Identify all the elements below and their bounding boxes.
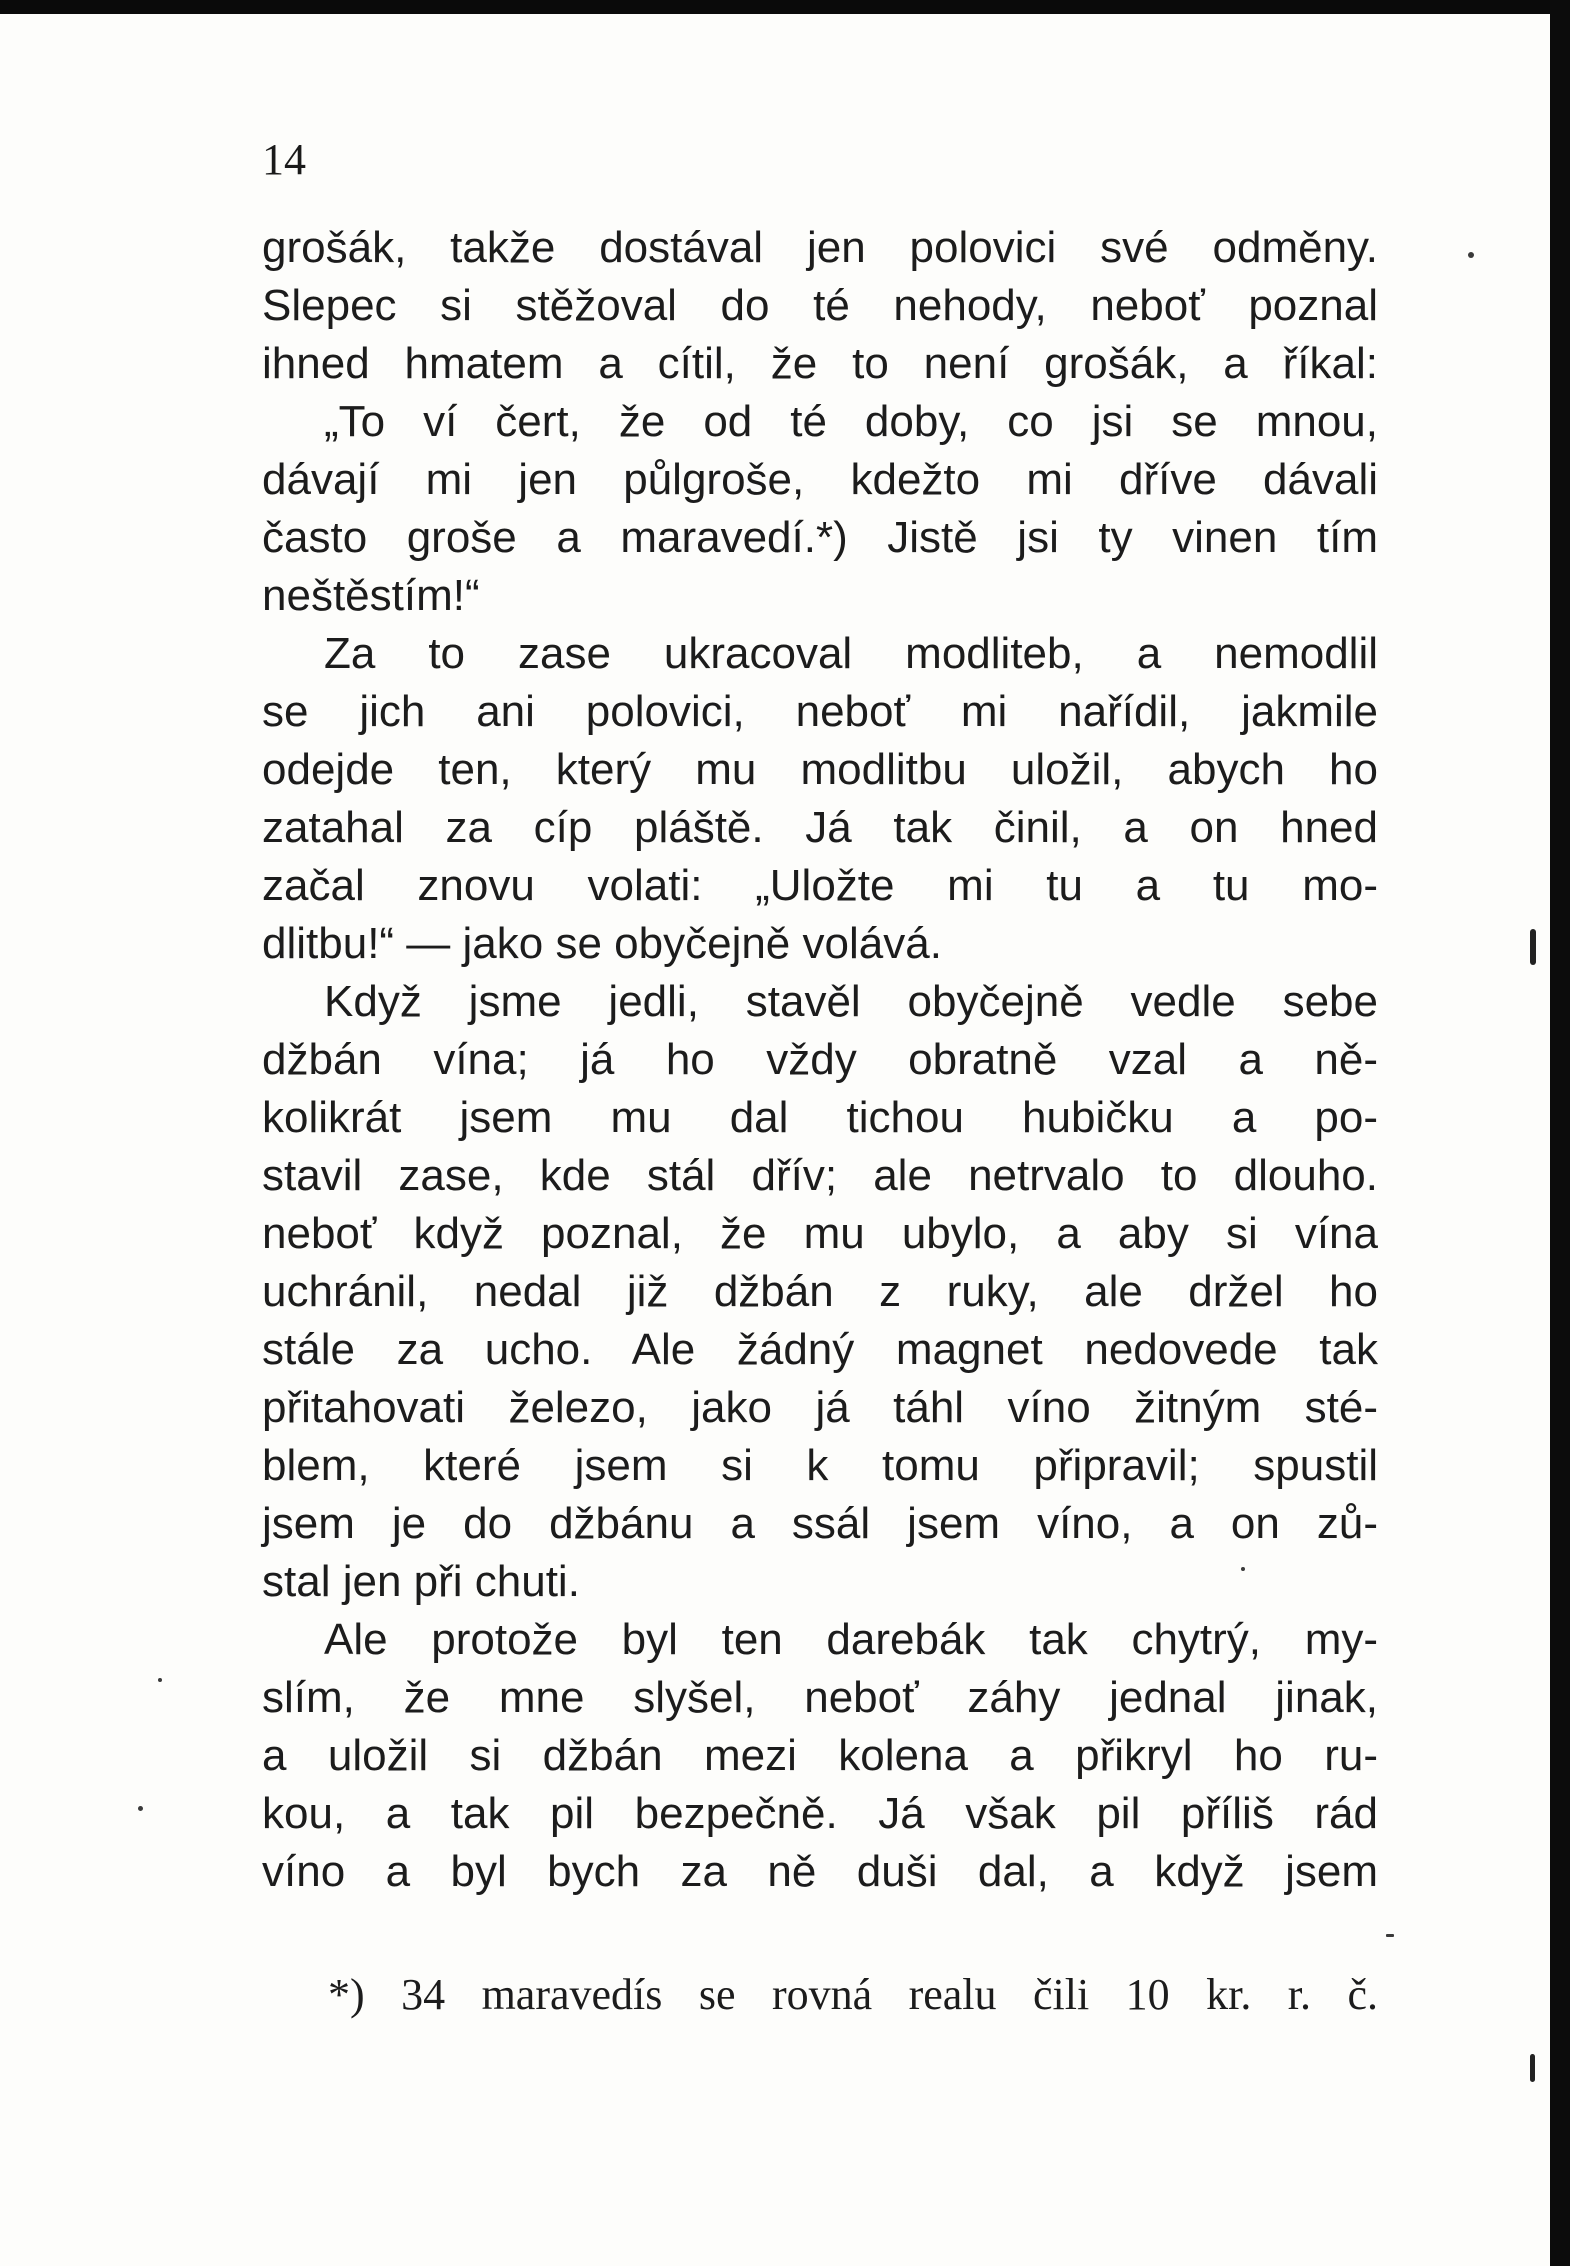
text-line: začal znovu volati: „Uložte mi tu a tu mo- [262,861,1378,910]
text-line: kou, a tak pil bezpečně. Já však pil příliš rád [262,1789,1378,1838]
text-line: grošák, takže dostával jen polovici své odměny. [262,223,1378,272]
text-line: a uložil si džbán mezi kolena a přikryl ho ru- [262,1731,1378,1780]
scan-border [1550,0,1570,2266]
scan-speck [1241,1567,1245,1571]
page-number: 14 [262,135,306,184]
footnote: *) 34 maravedís se rovná realu čili 10 kr. r. č. [328,1970,1378,2019]
text-line: ihned hmatem a cítil, že to není grošák, a říkal: [262,339,1378,388]
text-line: se jich ani polovici, neboť mi nařídil, jakmile [262,687,1378,736]
text-line: Za to zase ukracoval modliteb, a nemodlil [324,629,1378,678]
scan-speck [1468,252,1474,258]
text-line: „To ví čert, že od té doby, co jsi se mnou, [324,397,1378,446]
text-line: Když jsme jedli, stavěl obyčejně vedle sebe [324,977,1378,1026]
text-line: stavil zase, kde stál dřív; ale netrvalo to dlouho. [262,1151,1378,1200]
text-line: slím, že mne slyšel, neboť záhy jednal jinak, [262,1673,1378,1722]
text-line: zatahal za cíp pláště. Já tak činil, a on hned [262,803,1378,852]
text-line: džbán vína; já ho vždy obratně vzal a ně- [262,1035,1378,1084]
text-line: stále za ucho. Ale žádný magnet nedovede tak [262,1325,1378,1374]
text-line: dlitbu!“ — jako se obyčejně volává. [262,919,942,968]
scan-speck [158,1678,162,1682]
text-line: uchránil, nedal již džbán z ruky, ale držel ho [262,1267,1378,1316]
text-line: odejde ten, který mu modlitbu uložil, abych ho [262,745,1378,794]
text-line: přitahovati železo, jako já táhl víno žitným sté- [262,1383,1378,1432]
text-line: blem, které jsem si k tomu připravil; spustil [262,1441,1378,1490]
book-page [0,14,1550,2266]
scan-speck [1386,1934,1394,1937]
text-line: často groše a maravedí.*) Jistě jsi ty vinen tím [262,513,1378,562]
text-line: dávají mi jen půlgroše, kdežto mi dříve dávali [262,455,1378,504]
scan-speck [138,1806,143,1811]
text-line: Ale protože byl ten darebák tak chytrý, my- [324,1615,1378,1664]
scan-speck [1530,929,1536,965]
text-line: neboť když poznal, že mu ubylo, a aby si vína [262,1209,1378,1258]
text-line: jsem je do džbánu a ssál jsem víno, a on zů- [262,1499,1378,1548]
text-line: stal jen při chuti. [262,1557,580,1606]
body-text [262,219,1378,1901]
text-line: víno a byl bych za ně duši dal, a když jsem [262,1847,1378,1896]
text-line: kolikrát jsem mu dal tichou hubičku a po- [262,1093,1378,1142]
text-line: Slepec si stěžoval do té nehody, neboť poznal [262,281,1378,330]
scan-speck [1530,2054,1535,2082]
text-line: neštěstím!“ [262,571,480,620]
